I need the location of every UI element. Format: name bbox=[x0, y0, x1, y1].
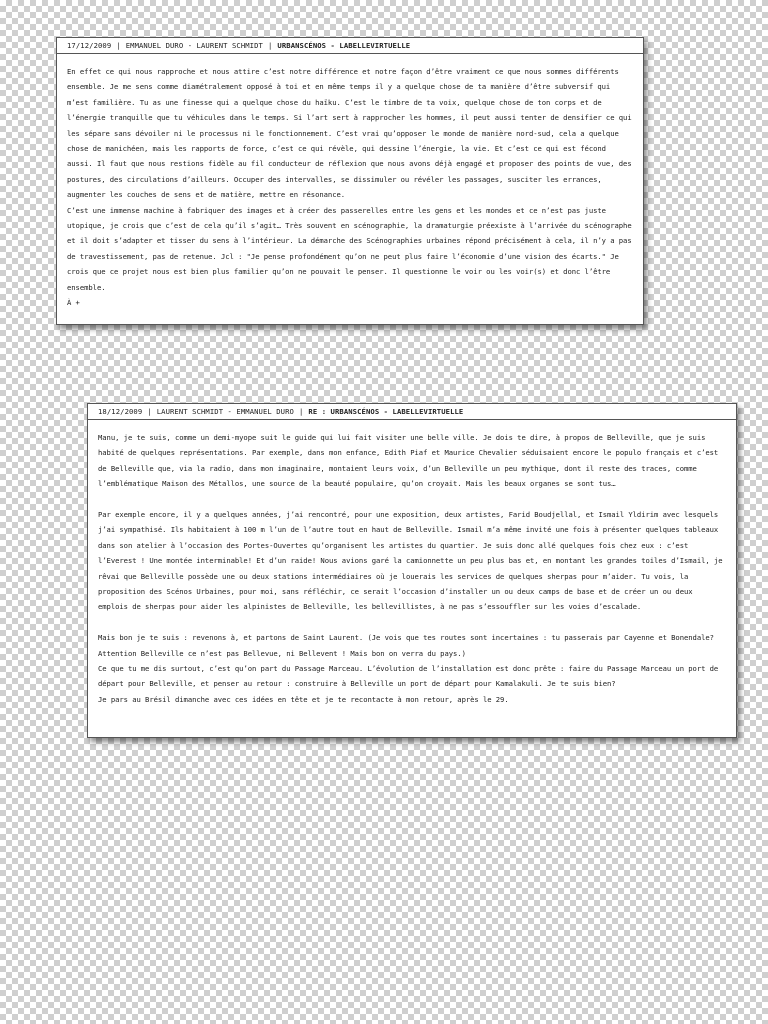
letter-subject: URBANSCÉNOS - LABELLEVIRTUELLE bbox=[277, 41, 411, 50]
letter-subject: RE : URBANSCÉNOS - LABELLEVIRTUELLE bbox=[308, 407, 464, 416]
letter-date: 18/12/2009 bbox=[98, 407, 143, 416]
letter-authors: EMMANUEL DURO - LAURENT SCHMIDT bbox=[125, 41, 263, 50]
letter-card bbox=[56, 37, 644, 325]
letter-paragraph: Mais bon je te suis : revenons à, et partons de Saint Laurent. (Je vois que tes routes sont incertaines : tu passerais par Cayenne et Bonendale? Attention Belleville ce n’est pas Bellevue, ni Bellevent ! Mais bon on verra du pays.) bbox=[98, 633, 714, 658]
letter-body bbox=[57, 54, 643, 311]
letter-header: 17/12/2009 | EMMANUEL DURO - LAURENT SCHMIDT | URBANSCÉNOS - LABELLEVIRTUELLE bbox=[57, 38, 643, 54]
letter-paragraph: Ce que tu me dis surtout, c’est qu’on part du Passage Marceau. L’évolution de l’installation est donc prête : faire du Passage Marceau un port de départ pour Belleville, et penser au retour : construire à Belleville un port de départ pour Kamalakuli. Je te suis bien? bbox=[98, 664, 719, 689]
letter-card bbox=[87, 403, 737, 738]
letter-signoff: À + bbox=[67, 298, 80, 308]
letter-header: 18/12/2009 | LAURENT SCHMIDT - EMMANUEL DURO | RE : URBANSCÉNOS - LABELLEVIRTUELLE bbox=[88, 404, 736, 420]
letter-paragraph: C’est une immense machine à fabriquer des images et à créer des passerelles entre les gens et les mondes et ce n’est pas juste utopique, je crois que c’est de cela qu’il s’agit… Très souvent en scénographie, la dramaturgie préexiste à l’arrivée du scénographe et il doit s’adapter et tisser du sens à l’intérieur. La démarche des Scénographies urbaines répond précisément à cela, il n’y a pas de travestissement, pas de retenue. Jcl : "Je pense profondément qu’on ne peut plus faire l’économie d’une vision des écarts." Je crois que ce projet nous est bien plus familier qu’on ne pouvait le penser. Il questionne le voir ou les voir(s) et donc l’être ensemble. bbox=[67, 205, 632, 292]
letter-date: 17/12/2009 bbox=[67, 41, 112, 50]
letter-paragraph: Je pars au Brésil dimanche avec ces idées en tête et je te recontacte à mon retour, après le 29. bbox=[98, 694, 509, 704]
letter-paragraph: Manu, je te suis, comme un demi-myope suit le guide qui lui fait visiter une belle ville. Je dois te dire, à propos de Belleville, que je suis habité de quelques représentations. Par exemple, dans mon enfance, Edith Piaf et Maurice Chevalier séduisaient encore le populo français et c’est de Belleville que, via la radio, dans mon imaginaire, montaient leurs voix, d’un Belleville un peu mythique, dont il reste des traces, comme l’emblématique Maison des Métallos, une source de la beauté populaire, qu’on croyait. Mais les beaux organes se sont tus… bbox=[98, 433, 719, 489]
letter-paragraph: Par exemple encore, il y a quelques années, j’ai rencontré, pour une exposition, deux artistes, Farid Boudjellal, et Ismail Yldirim avec lesquels j’ai sympathisé. Ils habitaient à 100 m l’un de l’autre tout en haut de Belleville. Ismail m’a même invité une fois à présenter quelques tableaux dans son atelier à l’occasion des Portes-Ouvertes qu’organisent les artistes du quartier. Je suis donc allé quelques fois chez eux : c’est l’Everest ! Une montée interminable! Et d’un raide! Nous avions garé la camionnette un peu plus bas et, en montant les grandes toiles d’Ismail, je rêvai que Belleville possède une ou deux stations intermédiaires où je louerais les services de quelques sherpas pour m’aider. Tu vois, la proposition des Scénos Urbaines, pour moi, sans réfléchir, ce serait l’occasion d’installer un ou deux camps de base et de créer un ou deux emplois de sherpas pour aider les alpinistes de Belleville, les bellevillistes, à ne pas s’essouffler sur les voies d’escalade. bbox=[98, 510, 723, 612]
letter-body bbox=[88, 420, 736, 707]
letter-authors: LAURENT SCHMIDT - EMMANUEL DURO bbox=[156, 407, 294, 416]
letter-paragraph: En effet ce qui nous rapproche et nous attire c’est notre différence et notre façon d’être vraiment ce que nous sommes différents ensemble. Je me sens comme diamétralement opposé à toi et en même temps il y a quelque chose de ta manière d’être subversif qui m’est familière. Tu as une finesse qui a quelque chose du haïku. C’est le timbre de ta voix, quelque chose de ton corps et de l’énergie tranquille que tu véhicules dans le temps. Si l’art sert à rapprocher les hommes, il peut aussi tenter de densifier ce qui les sépare sans dévoiler ni le processus ni le fonctionnement. C’est vrai qu’opposer le monde de manière nord-sud, cela a quelque chose de manichéen, mais les rapports de force, c’est ce qui révèle, qui dessine l’énergie, la vie. Et c’est ce qui est fécond aussi. Il faut que nous restions fidèle au fil conducteur de réflexion que nous avons déjà engagé et proposer des points de vue, des postures, des circulations d’ailleurs. Occuper des intervalles, se dissimuler ou révéler les passages, susciter les errances, augmenter les couches de sens et de matière, mettre en résonance. bbox=[67, 67, 632, 200]
